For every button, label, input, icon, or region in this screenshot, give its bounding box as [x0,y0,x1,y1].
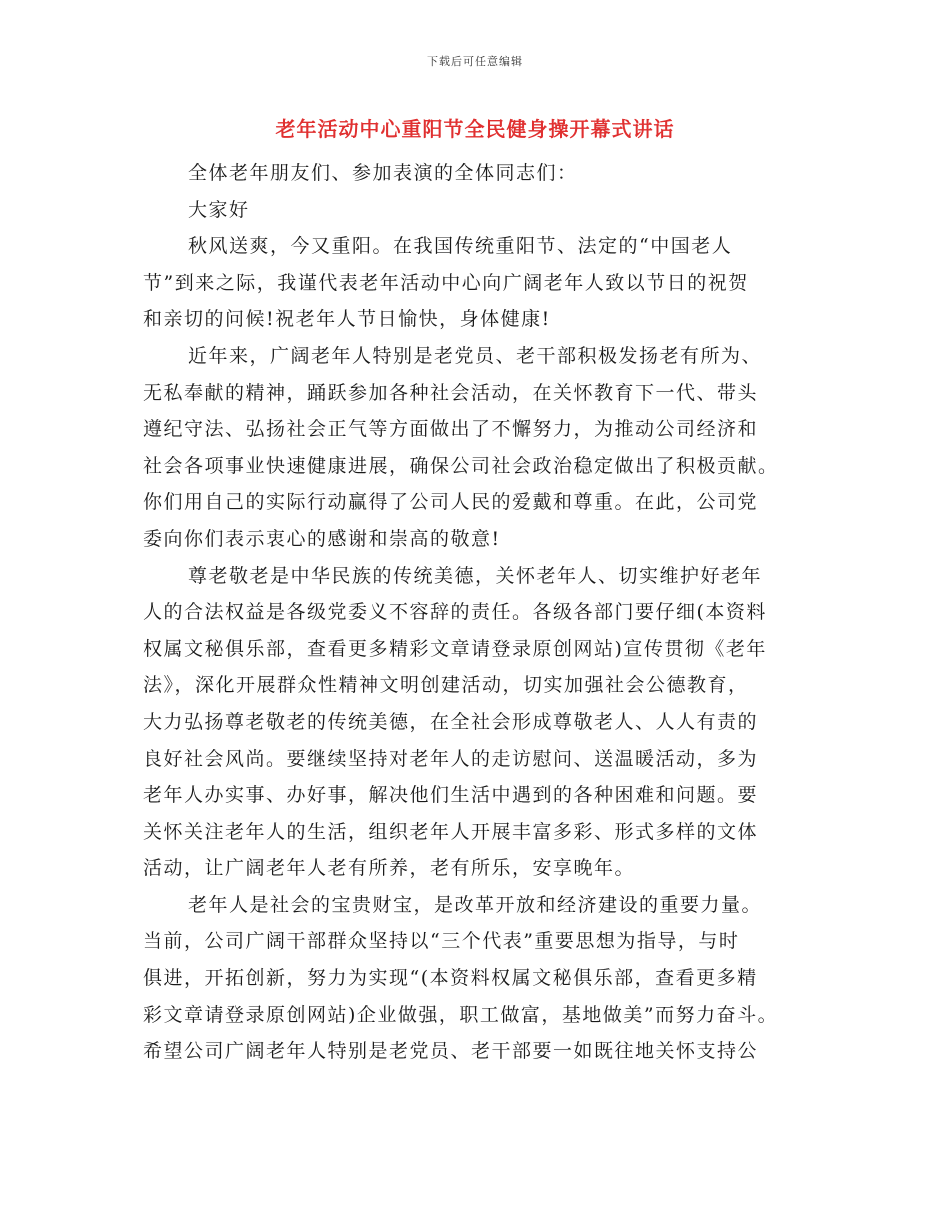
text-line: 权属文秘俱乐部，查看更多精彩文章请登录原创网站)宣传贯彻《老年 [143,637,767,660]
header-note: 下载后可任意编辑 [427,55,523,68]
text-line: 尊老敬老是中华民族的传统美德，关怀老年人、切实维护好老年 [188,564,763,587]
text-line: 希望公司广阔老年人特别是老党员、老干部要一如既往地关怀支持公 [143,1040,759,1063]
text-line: 近年来，广阔老年人特别是老党员、老干部积极发扬老有所为、 [188,344,763,367]
text-line: 全体老年朋友们、参加表演的全体同志们： [188,162,578,184]
text-line: 彩文章请登录原创网站)企业做强，职工做富，基地做美”而努力奋斗。 [143,1003,779,1026]
text-line: 俱进，开拓创新，努力为实现“(本资料权属文秘俱乐部，查看更多精 [143,967,758,990]
text-line: 无私奉献的精神，踊跃参加各种社会活动，在关怀教育下一代、带头 [143,381,759,404]
text-line: 社会各项事业快速健康进展，确保公司社会政治稳定做出了积极贡献。 [143,454,779,477]
text-line: 人的合法权益是各级党委义不容辞的责任。各级各部门要仔细(本资料 [143,601,767,624]
text-line: 关怀关注老年人的生活，组织老年人开展丰富多彩、形式多样的文体 [143,820,759,843]
text-line: 活动，让广阔老年人老有所养，老有所乐，安享晚年。 [143,857,636,880]
text-line: 法》，深化开展群众性精神文明创建活动，切实加强社会公德教育， [143,674,749,697]
text-line: 老年人办实事、办好事，解决他们生活中遇到的各种困难和问题。要 [143,784,759,807]
text-line: 大家好 [188,198,250,221]
document-body [143,155,823,1070]
document-title: 老年活动中心重阳节全民健身操开幕式讲话 [275,117,675,141]
text-line: 节”到来之际，我谨代表老年活动中心向广阔老年人致以节日的祝贺 [143,271,749,294]
text-line: 秋风送爽，今又重阳。在我国传统重阳节、法定的“中国老人 [188,235,733,258]
text-line: 良好社会风尚。要继续坚持对老年人的走访慰问、送温暖活动，多为 [143,747,759,770]
text-line: 当前，公司广阔干部群众坚持以“三个代表”重要思想为指导，与时 [143,930,740,953]
text-line: 和亲切的问候!祝老年人节日愉快，身体健康! [143,308,551,331]
text-line: 大力弘扬尊老敬老的传统美德，在全社会形成尊敬老人、人人有责的 [143,710,759,733]
text-line: 委向你们表示衷心的感谢和崇高的敬意! [143,527,501,550]
text-line: 老年人是社会的宝贵财宝，是改革开放和经济建设的重要力量。 [188,893,763,916]
text-line: 你们用自己的实际行动赢得了公司人民的爱戴和尊重。在此，公司党 [143,491,759,514]
text-line: 遵纪守法、弘扬社会正气等方面做出了不懈努力，为推动公司经济和 [143,418,759,441]
